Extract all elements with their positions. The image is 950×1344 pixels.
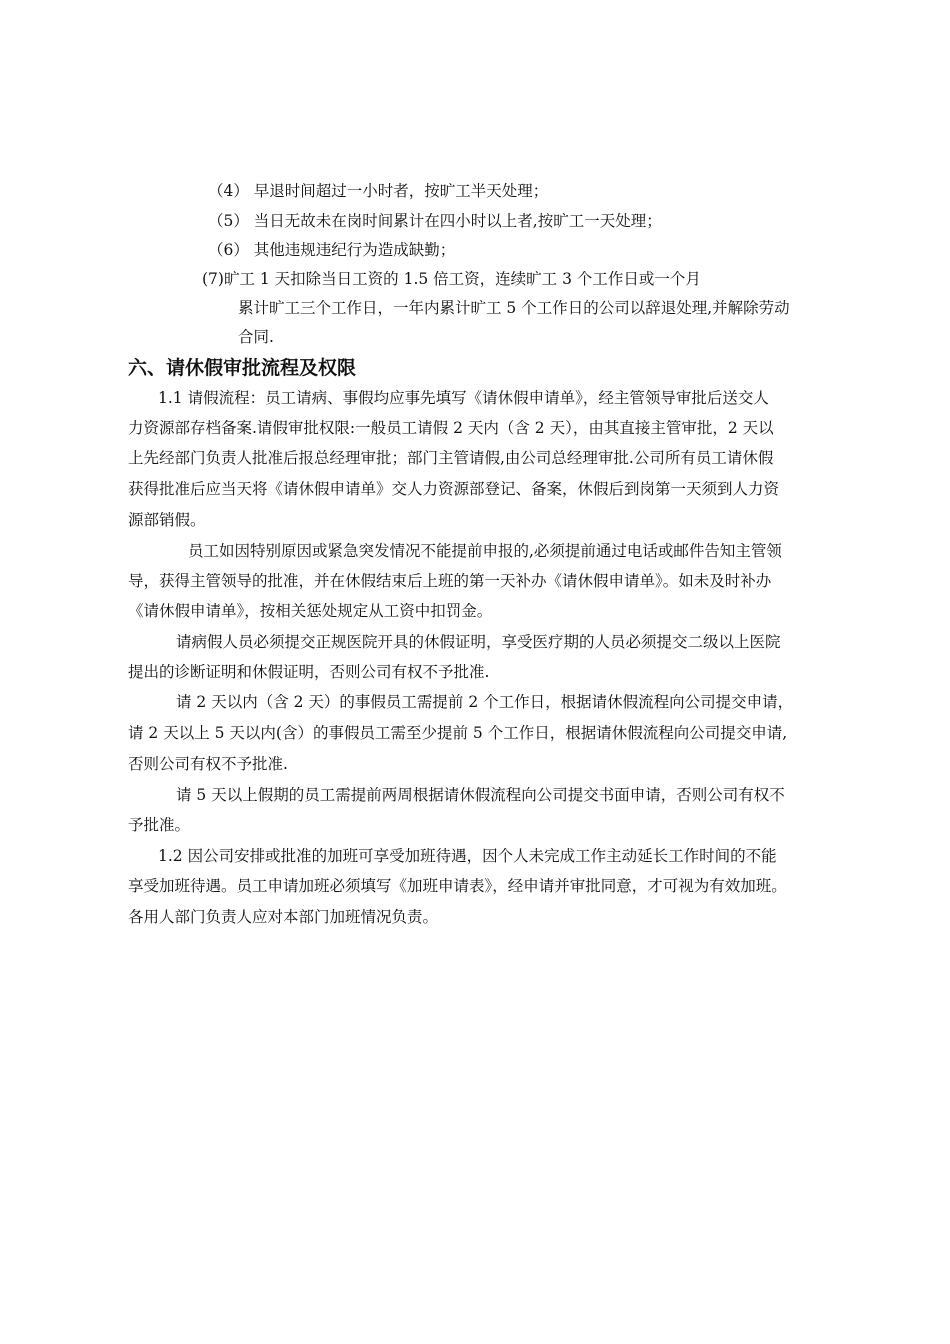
para-sick-line-1: 请病假人员必须提交正规医院开具的休假证明，享受医疗期的人员必须提交二级以上医院: [176, 633, 781, 651]
para-1-2-line-3: 各用人部门负责人应对本部门加班情况负责。: [128, 908, 439, 926]
section-heading: 六、请休假审批流程及权限: [128, 357, 357, 379]
para-1-1-line-5: 源部销假。: [128, 511, 206, 529]
list-item-7-line-3: 合同.: [238, 328, 274, 346]
para-long-line-1: 请 5 天以上假期的员工需提前两周根据请休假流程向公司提交书面申请，否则公司有权不: [176, 786, 785, 804]
para-emergency-line-2: 导，获得主管领导的批准，并在休假结束后上班的第一天补办《请休假申请单》。如未及时补办: [128, 572, 772, 590]
para-1-2-line-1: 1.2 因公司安排或批准的加班可享受加班待遇，因个人未完成工作主动延长工作时间的不能: [158, 847, 777, 865]
list-item-7-line-2: 累计旷工三个工作日，一年内累计旷工 5 个工作日的公司以辞退处理,并解除劳动: [238, 299, 790, 317]
para-short-line-2: 请 2 天以上 5 天以内(含）的事假员工需至少提前 5 个工作日，根据请休假流程向公司提交申请,: [128, 724, 788, 742]
list-item-6: （6） 其他违规违纪行为造成缺勤；: [208, 241, 456, 259]
para-1-1-line-3: 上先经部门负责人批准后报总经理审批；部门主管请假,由公司总经理审批.公司所有员工请休假: [128, 449, 774, 467]
para-sick-line-2: 提出的诊断证明和休假证明，否则公司有权不予批准.: [128, 663, 490, 681]
para-1-1-line-1: 1.1 请假流程：员工请病、事假均应事先填写《请休假申请单》，经主管领导审批后送交人: [158, 389, 769, 407]
list-item-7-line-1: (7)旷工 1 天扣除当日工资的 1.5 倍工资，连续旷工 3 个工作日或一个月: [202, 270, 701, 288]
para-1-1-line-4: 获得批准后应当天将《请休假申请单》交人力资源部登记、备案，休假后到岗第一天须到人力资: [128, 480, 780, 498]
para-short-line-3: 否则公司有权不予批准.: [128, 755, 288, 773]
list-item-4: （4） 早退时间超过一小时者，按旷工半天处理；: [208, 182, 549, 200]
para-1-2-line-2: 享受加班待遇。员工申请加班必须填写《加班申请表》，经申请并审批同意，才可视为有效加班。: [128, 877, 787, 895]
para-long-line-2: 予批准。: [128, 816, 191, 834]
list-item-5: （5） 当日无故未在岗时间累计在四小时以上者,按旷工一天处理；: [208, 212, 662, 230]
para-short-line-1: 请 2 天以内（含 2 天）的事假员工需提前 2 个工作日，根据请休假流程向公司提交申请，: [176, 693, 794, 711]
para-emergency-line-1: 员工如因特别原因或紧急突发情况不能提前申报的,必须提前通过电话或邮件告知主管领: [188, 542, 782, 560]
para-1-1-line-2: 力资源部存档备案.请假审批权限:一般员工请假 2 天内（含 2 天），由其直接主管审批，2 天以: [128, 419, 774, 437]
para-emergency-line-3: 《请休假申请单》，按相关惩处规定从工资中扣罚金。: [128, 602, 493, 620]
